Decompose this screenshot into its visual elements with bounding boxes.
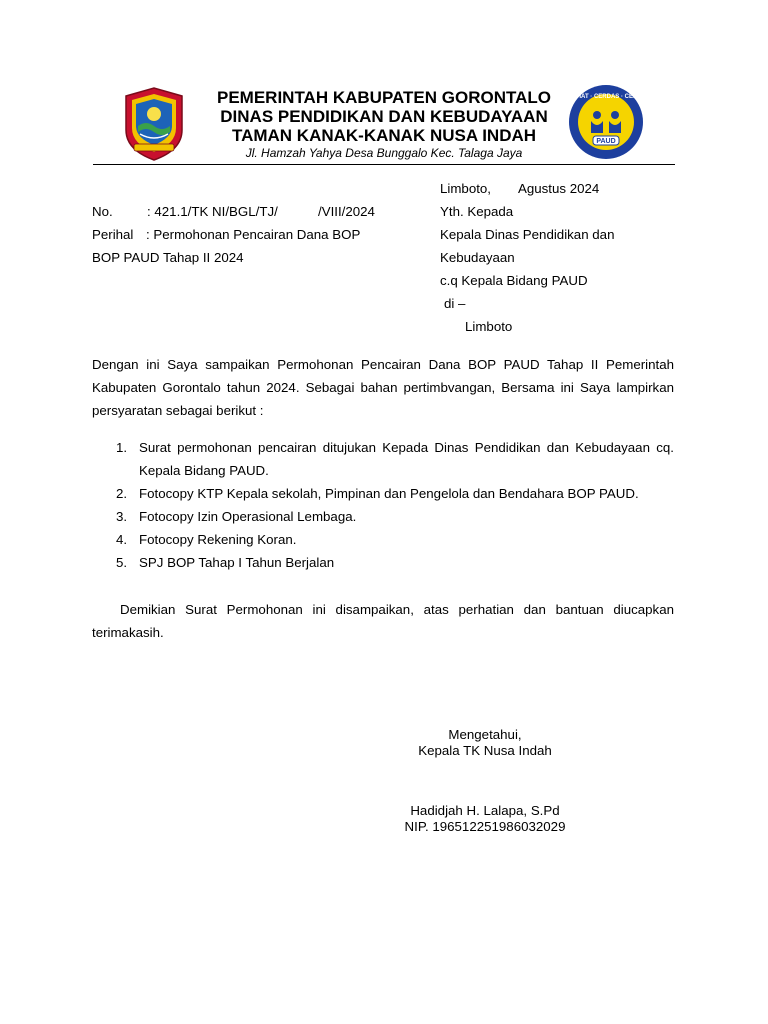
- list-item: 4. Fotocopy Rekening Koran.: [116, 532, 297, 547]
- recipient-line-2: Kepala Dinas Pendidikan dan: [440, 227, 615, 242]
- list-item: 3. Fotocopy Izin Operasional Lembaga.: [116, 509, 357, 524]
- subject-label: Perihal: [92, 227, 134, 242]
- list-item: 5. SPJ BOP Tahap I Tahun Berjalan: [116, 555, 335, 570]
- number-suffix: /VIII/2024: [318, 204, 375, 219]
- number-value: : 421.1/TK NI/BGL/TJ/: [147, 204, 278, 219]
- paud-logo-bottom-text: PAUD: [596, 138, 616, 145]
- paud-logo-top-text: SEHAT · CERDAS · CERIA: [568, 94, 644, 100]
- signatory-nip: NIP. 196512251986032029: [404, 819, 566, 834]
- letterhead-address: Jl. Hamzah Yahya Desa Bunggalo Kec. Talaga Jaya: [245, 146, 523, 160]
- letterhead-divider: [93, 164, 675, 165]
- acknowledge-text: Mengetahui,: [448, 727, 522, 742]
- subject-continuation: BOP PAUD Tahap II 2024: [92, 250, 244, 265]
- signatory-name: Hadidjah H. Lalapa, S.Pd: [410, 803, 560, 818]
- intro-paragraph: Dengan ini Saya sampaikan Permohonan Pencairan Dana BOP PAUD Tahap II Pemerintah Kabupaten Gorontalo tahun 2024. Sebagai bahan pertimbvangan, Bersama ini Saya lampirkan persyaratan sebagai berikut :: [92, 357, 674, 418]
- letter-place: Limboto,: [440, 181, 491, 196]
- letterhead-government: PEMERINTAH KABUPATEN GORONTALO: [216, 88, 551, 107]
- recipient-line-5: di –: [444, 296, 466, 311]
- letterhead-school: TAMAN KANAK-KANAK NUSA INDAH: [231, 126, 537, 145]
- requirements-list: [92, 436, 674, 574]
- list-item: 2. Fotocopy KTP Kepala sekolah, Pimpinan dan Pengelola dan Bendahara BOP PAUD.: [116, 486, 639, 501]
- letter-date: Agustus 2024: [518, 181, 600, 196]
- recipient-line-1: Yth. Kepada: [440, 204, 514, 219]
- closing-paragraph: Demikian Surat Permohonan ini disampaikan, atas perhatian dan bantuan diucapkan terimakasih.: [92, 602, 674, 640]
- subject-value: : Permohonan Pencairan Dana BOP: [146, 227, 361, 242]
- signatory-position: Kepala TK Nusa Indah: [418, 743, 552, 758]
- recipient-line-3: Kebudayaan: [440, 250, 515, 265]
- number-label: No.: [92, 204, 113, 219]
- recipient-line-6: Limboto: [465, 319, 513, 334]
- recipient-line-4: c.q Kepala Bidang PAUD: [440, 273, 588, 288]
- letterhead-department: DINAS PENDIDIKAN DAN KEBUDAYAAN: [220, 107, 548, 126]
- list-item: 1. Surat permohonan pencairan ditujukan Kepada Dinas Pendidikan dan Kebudayaan cq. Kepala Bidang PAUD.: [116, 440, 674, 478]
